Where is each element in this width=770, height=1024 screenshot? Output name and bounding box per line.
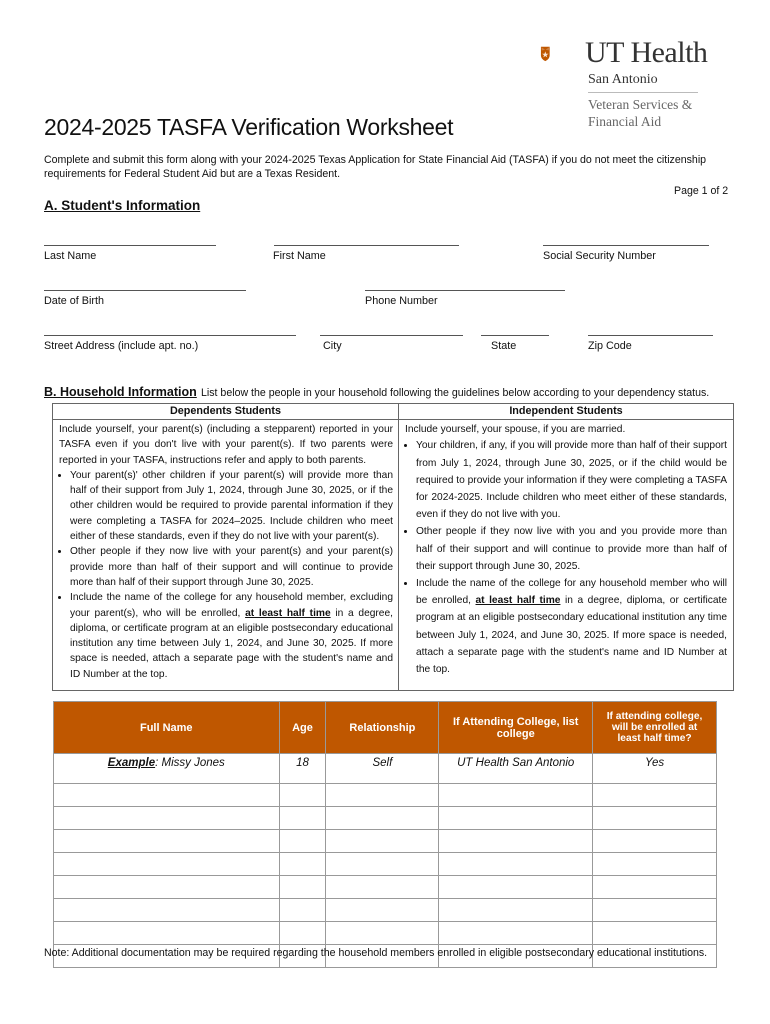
page-title: 2024-2025 TASFA Verification Worksheet bbox=[44, 114, 454, 140]
cell[interactable] bbox=[439, 830, 593, 853]
cell[interactable] bbox=[279, 922, 326, 945]
cell[interactable] bbox=[54, 922, 280, 945]
page-number: Page 1 of 2 bbox=[674, 185, 729, 197]
cell[interactable] bbox=[593, 922, 717, 945]
cell[interactable] bbox=[439, 853, 593, 876]
cell[interactable] bbox=[326, 922, 439, 945]
table-row[interactable] bbox=[54, 853, 717, 876]
street-label: Street Address (include apt. no.) bbox=[44, 340, 199, 352]
cell[interactable] bbox=[54, 899, 280, 922]
cell[interactable] bbox=[279, 853, 326, 876]
table-row[interactable] bbox=[54, 922, 717, 945]
cell[interactable] bbox=[439, 899, 593, 922]
cell[interactable] bbox=[593, 830, 717, 853]
state-label: State bbox=[491, 340, 517, 352]
cell[interactable] bbox=[326, 830, 439, 853]
independent-bullet-2: • Other people if they now live with you and you provide more than half of their support and will continue to provide more than half of their support through June 30, 2025. bbox=[416, 523, 727, 575]
cell[interactable] bbox=[593, 853, 717, 876]
intro-text: Complete and submit this form along with your 2024-2025 Texas Application for State Financial Aid (TASFA) if you do not meet the citizenship requirements for Federal Student Aid but are a Texas Resident. bbox=[44, 154, 707, 180]
cell[interactable] bbox=[439, 807, 593, 830]
dependent-intro: Include yourself, your parent(s) (including a stepparent) reported in your TASFA even if you don't live with your parent(s). If two parents were reported in your TASFA, instructions refer and apply to both parents. bbox=[59, 424, 393, 466]
header-half-time: If attending college, will be enrolled at least half time? bbox=[593, 702, 717, 754]
section-a-heading: A. Student's Information bbox=[44, 198, 201, 213]
phone-line[interactable] bbox=[365, 290, 565, 291]
dependent-column bbox=[53, 404, 399, 690]
independent-bullet-1: • Your children, if any, if you will provide more than half of their support from July 1, 2024, through June 30, 2025, or if the child would be required to provide your information if they were completing a TASFA for 2024-2025. Include children who meet either of these standards, even if they do not live with you. bbox=[416, 437, 727, 523]
cell[interactable] bbox=[593, 807, 717, 830]
cell[interactable] bbox=[54, 807, 280, 830]
dependent-bullet-3: • Include the name of the college for any household member, excluding your parent(s), who will be enrolled, at least half time in a degree, diploma, or certificate program at an eligible postsecondary educational institution any time between July 1, 2024, and June 30, 2025. If more space is needed, attach a separate page with the student's name and ID Number at the top. bbox=[70, 590, 393, 682]
dob-line[interactable] bbox=[44, 290, 246, 291]
phone-label: Phone Number bbox=[365, 295, 438, 307]
ssn-label: Social Security Number bbox=[543, 250, 656, 262]
header-age: Age bbox=[279, 702, 326, 754]
cell[interactable] bbox=[593, 876, 717, 899]
example-name-cell: Example: Missy Jones bbox=[54, 754, 280, 784]
street-line[interactable] bbox=[44, 335, 296, 336]
header-college: If Attending College, list college bbox=[439, 702, 593, 754]
dependent-bullet-1: • Your parent(s)' other children if your parent(s) will provide more than half of their support from July 1, 2024, through June 30, 2025, or if the other children would be required to provide parental information if they were completing a TASFA for 2024–2025. Include children who meet either of these standards, even if they do not live with your parent(s). bbox=[70, 468, 393, 544]
independent-bullet-3: • Include the name of the college for any household member who will be enrolled, at least half time in a degree, diploma, or certificate program at an eligible postsecondary educational institution any time between July 1, 2024, and June 30, 2025. If more space is needed, attach a separate page with the student's name and ID Number at the top. bbox=[416, 575, 727, 678]
cell[interactable] bbox=[54, 876, 280, 899]
cell[interactable] bbox=[279, 876, 326, 899]
table-row[interactable] bbox=[54, 899, 717, 922]
table-row[interactable] bbox=[54, 784, 717, 807]
independent-heading: Independent Students bbox=[399, 404, 733, 420]
table-row-example bbox=[54, 754, 717, 784]
household-guidelines-box bbox=[52, 403, 734, 691]
cell[interactable] bbox=[279, 807, 326, 830]
cell[interactable] bbox=[326, 807, 439, 830]
footer-note: Note: Additional documentation may be required regarding the household members enrolled in eligible postsecondary educational institutions. bbox=[44, 947, 708, 959]
example-half-time-cell: Yes bbox=[593, 754, 717, 784]
cell[interactable] bbox=[593, 784, 717, 807]
logo-dept-line1: Veteran Services & bbox=[588, 97, 693, 112]
cell[interactable] bbox=[326, 853, 439, 876]
cell[interactable] bbox=[279, 784, 326, 807]
example-college-cell: UT Health San Antonio bbox=[439, 754, 593, 784]
cell[interactable] bbox=[326, 784, 439, 807]
logo-city: San Antonio bbox=[588, 72, 658, 87]
header-full-name: Full Name bbox=[54, 702, 280, 754]
dob-label: Date of Birth bbox=[44, 295, 105, 307]
first-name-label: First Name bbox=[273, 250, 326, 262]
cell[interactable] bbox=[54, 830, 280, 853]
cell[interactable] bbox=[326, 899, 439, 922]
zip-label: Zip Code bbox=[588, 340, 632, 352]
city-label: City bbox=[323, 340, 342, 352]
independent-intro: Include yourself, your spouse, if you are married. bbox=[405, 424, 626, 435]
cell[interactable] bbox=[54, 784, 280, 807]
last-name-label: Last Name bbox=[44, 250, 97, 262]
independent-column bbox=[399, 404, 733, 690]
cell[interactable] bbox=[439, 922, 593, 945]
cell[interactable] bbox=[54, 853, 280, 876]
cell[interactable] bbox=[326, 876, 439, 899]
section-b-description: List below the people in your household following the guidelines below according to your dependency status. bbox=[201, 387, 710, 399]
example-age-cell: 18 bbox=[279, 754, 326, 784]
dependent-bullet-2: • Other people if they now live with your parent(s) and your parent(s) provide more than half of their support and will continue to provide more than half of their support through June 30, 2025. bbox=[70, 544, 393, 590]
first-name-line[interactable] bbox=[274, 245, 459, 246]
logo-dept-line2: Financial Aid bbox=[588, 114, 662, 129]
logo-divider bbox=[588, 92, 698, 93]
table-row[interactable] bbox=[54, 830, 717, 853]
table-row[interactable] bbox=[54, 876, 717, 899]
section-b-heading: B. Household Information bbox=[44, 385, 197, 399]
table-header-row bbox=[54, 702, 717, 754]
last-name-line[interactable] bbox=[44, 245, 216, 246]
cell[interactable] bbox=[439, 876, 593, 899]
example-relationship-cell: Self bbox=[326, 754, 439, 784]
cell[interactable] bbox=[439, 784, 593, 807]
cell[interactable] bbox=[279, 899, 326, 922]
dependent-heading: Dependents Students bbox=[53, 404, 398, 420]
household-table bbox=[53, 701, 717, 968]
logo-name: UT Health bbox=[585, 36, 708, 69]
table-row[interactable] bbox=[54, 807, 717, 830]
header-relationship: Relationship bbox=[326, 702, 439, 754]
zip-line[interactable] bbox=[588, 335, 713, 336]
city-line[interactable] bbox=[320, 335, 463, 336]
ssn-line[interactable] bbox=[543, 245, 709, 246]
cell[interactable] bbox=[279, 830, 326, 853]
state-line[interactable] bbox=[481, 335, 549, 336]
ut-health-logo bbox=[540, 26, 586, 92]
cell[interactable] bbox=[593, 899, 717, 922]
